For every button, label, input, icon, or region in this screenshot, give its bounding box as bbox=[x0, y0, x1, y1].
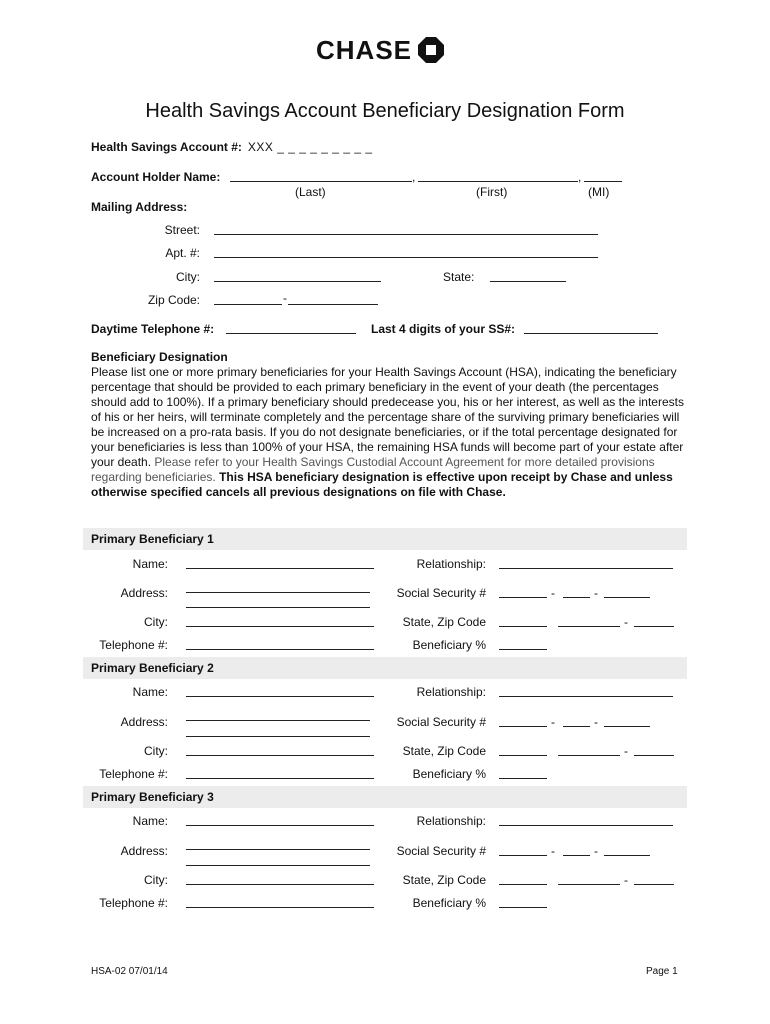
chase-octagon-icon bbox=[418, 37, 444, 63]
b1-ssn-field-2[interactable] bbox=[563, 597, 590, 598]
b3-state-field[interactable] bbox=[499, 884, 547, 885]
b3-relationship-label: Relationship: bbox=[416, 814, 486, 828]
b3-name-field[interactable] bbox=[186, 825, 374, 826]
b1-percent-field[interactable] bbox=[499, 649, 547, 650]
b2-address-label: Address: bbox=[120, 715, 168, 729]
b3-ssn-field-1[interactable] bbox=[499, 855, 547, 856]
holder-last-field[interactable] bbox=[230, 181, 412, 182]
beneficiary-3-title: Primary Beneficiary 3 bbox=[91, 790, 214, 804]
daytime-phone-field[interactable] bbox=[226, 333, 356, 334]
beneficiary-2-header bbox=[83, 657, 687, 679]
page-number: Page 1 bbox=[646, 966, 678, 977]
apt-field[interactable] bbox=[214, 257, 598, 258]
b2-state-field[interactable] bbox=[499, 755, 547, 756]
apt-label: Apt. #: bbox=[165, 246, 200, 260]
holder-mi-field[interactable] bbox=[584, 181, 622, 182]
b2-zip-ext-field[interactable] bbox=[634, 755, 674, 756]
b1-percent-label: Beneficiary % bbox=[412, 638, 486, 652]
b2-percent-field[interactable] bbox=[499, 778, 547, 779]
b3-ssn-field-3[interactable] bbox=[604, 855, 650, 856]
b3-telephone-field[interactable] bbox=[186, 907, 374, 908]
street-label: Street: bbox=[164, 223, 200, 237]
state-label: State: bbox=[443, 270, 475, 284]
b2-ssn-field-1[interactable] bbox=[499, 726, 547, 727]
designation-paragraph bbox=[91, 350, 691, 500]
b1-telephone-label: Telephone #: bbox=[99, 638, 168, 652]
designation-refer: Please refer to your Health Savings Custodial Account Agreement for more detailed provisions regarding beneficiaries. bbox=[91, 455, 655, 484]
b1-ssn-field-3[interactable] bbox=[604, 597, 650, 598]
b1-relationship-field[interactable] bbox=[499, 568, 673, 569]
holder-mi-caption: (MI) bbox=[588, 185, 610, 199]
b1-ssn-field-1[interactable] bbox=[499, 597, 547, 598]
form-id: HSA-02 07/01/14 bbox=[91, 966, 168, 977]
b2-ssn-field-2[interactable] bbox=[563, 726, 590, 727]
city-field[interactable] bbox=[214, 281, 381, 282]
b2-percent-label: Beneficiary % bbox=[412, 767, 486, 781]
b2-ssn-label: Social Security # bbox=[396, 715, 486, 729]
beneficiary-1-header bbox=[83, 528, 687, 550]
hsa-account-field[interactable]: XXX _ _ _ _ _ _ _ _ _ bbox=[247, 140, 373, 154]
b3-name-label: Name: bbox=[132, 814, 168, 828]
beneficiary-3-header bbox=[83, 786, 687, 808]
b3-ssn-field-2[interactable] bbox=[563, 855, 590, 856]
ssn-last4-field[interactable] bbox=[524, 333, 658, 334]
b1-ssn-label: Social Security # bbox=[396, 586, 486, 600]
b2-zip-field[interactable] bbox=[558, 755, 620, 756]
b1-zip-ext-field[interactable] bbox=[634, 626, 674, 627]
zip-label: Zip Code: bbox=[147, 293, 200, 307]
b3-ssn-label: Social Security # bbox=[396, 844, 486, 858]
b2-name-field[interactable] bbox=[186, 696, 374, 697]
ssn-last4-label: Last 4 digits of your SS#: bbox=[371, 322, 516, 336]
b3-zip-ext-field[interactable] bbox=[634, 884, 674, 885]
holder-first-field[interactable] bbox=[418, 181, 578, 182]
b2-state-zip-label: State, Zip Code bbox=[402, 744, 486, 758]
b2-address-field-2[interactable] bbox=[186, 736, 370, 737]
holder-last-caption: (Last) bbox=[295, 185, 326, 199]
daytime-phone-label: Daytime Telephone #: bbox=[91, 322, 215, 336]
b1-address-field-1[interactable] bbox=[186, 592, 370, 593]
b2-ssn-field-3[interactable] bbox=[604, 726, 650, 727]
b1-city-field[interactable] bbox=[186, 626, 374, 627]
b1-zip-field[interactable] bbox=[558, 626, 620, 627]
city-label: City: bbox=[176, 270, 200, 284]
zip-dash: - bbox=[283, 291, 287, 305]
b3-relationship-field[interactable] bbox=[499, 825, 673, 826]
state-field[interactable] bbox=[490, 281, 566, 282]
b2-telephone-label: Telephone #: bbox=[99, 767, 168, 781]
zip-ext-field[interactable] bbox=[288, 304, 378, 305]
b3-state-zip-label: State, Zip Code bbox=[402, 873, 486, 887]
hsa-account-label: Health Savings Account #: bbox=[91, 140, 242, 154]
b2-name-label: Name: bbox=[132, 685, 168, 699]
b1-address-label: Address: bbox=[120, 586, 168, 600]
b3-address-field-2[interactable] bbox=[186, 865, 370, 866]
hsa-account-row bbox=[91, 140, 373, 154]
b3-telephone-label: Telephone #: bbox=[99, 896, 168, 910]
b3-address-label: Address: bbox=[120, 844, 168, 858]
b1-state-zip-label: State, Zip Code bbox=[402, 615, 486, 629]
chase-logo bbox=[316, 37, 444, 63]
mailing-address-label: Mailing Address: bbox=[91, 200, 188, 214]
designation-body: Please list one or more primary beneficiaries for your Health Savings Account (HSA), indicating the beneficiary percentage that should be provided to each primary beneficiary in the event of your death (the percentages should add to 100%). If a primary beneficiary should predecease you, his or her interest, as well as the interests of his or her heirs, will terminate completely and the percentage share of the surviving primary beneficiaries will be increased on a pro-rata basis. If you do not designate beneficiaries, or if the total percentage designated for your beneficiaries is less than 100% of your HSA, the remaining HSA funds will become part of your estate after your death. bbox=[91, 365, 684, 469]
b3-zip-field[interactable] bbox=[558, 884, 620, 885]
b1-relationship-label: Relationship: bbox=[416, 557, 486, 571]
b2-city-field[interactable] bbox=[186, 755, 374, 756]
b3-city-field[interactable] bbox=[186, 884, 374, 885]
designation-heading: Beneficiary Designation bbox=[91, 350, 228, 364]
b1-address-field-2[interactable] bbox=[186, 607, 370, 608]
designation-bold: This HSA beneficiary designation is effective upon receipt by Chase and unless otherwise specified cancels all previous designations on file with Chase. bbox=[91, 470, 673, 499]
form-title: Health Savings Account Beneficiary Designation Form bbox=[145, 100, 625, 122]
b2-address-field-1[interactable] bbox=[186, 720, 370, 721]
b2-relationship-field[interactable] bbox=[499, 696, 673, 697]
holder-first-caption: (First) bbox=[476, 185, 508, 199]
holder-name-label: Account Holder Name: bbox=[91, 170, 221, 184]
b1-name-label: Name: bbox=[132, 557, 168, 571]
b3-city-label: City: bbox=[144, 873, 168, 887]
b2-city-label: City: bbox=[144, 744, 168, 758]
beneficiary-1-title: Primary Beneficiary 1 bbox=[91, 532, 214, 546]
b1-city-label: City: bbox=[144, 615, 168, 629]
b2-relationship-label: Relationship: bbox=[416, 685, 486, 699]
b3-percent-label: Beneficiary % bbox=[412, 896, 486, 910]
b1-telephone-field[interactable] bbox=[186, 649, 374, 650]
street-field[interactable] bbox=[214, 234, 598, 235]
b1-state-field[interactable] bbox=[499, 626, 547, 627]
b2-telephone-field[interactable] bbox=[186, 778, 374, 779]
b3-percent-field[interactable] bbox=[499, 907, 547, 908]
beneficiary-2-title: Primary Beneficiary 2 bbox=[91, 661, 214, 675]
b3-address-field-1[interactable] bbox=[186, 849, 370, 850]
zip-field[interactable] bbox=[214, 304, 282, 305]
b1-name-field[interactable] bbox=[186, 568, 374, 569]
chase-logo-text: CHASE bbox=[316, 35, 413, 65]
